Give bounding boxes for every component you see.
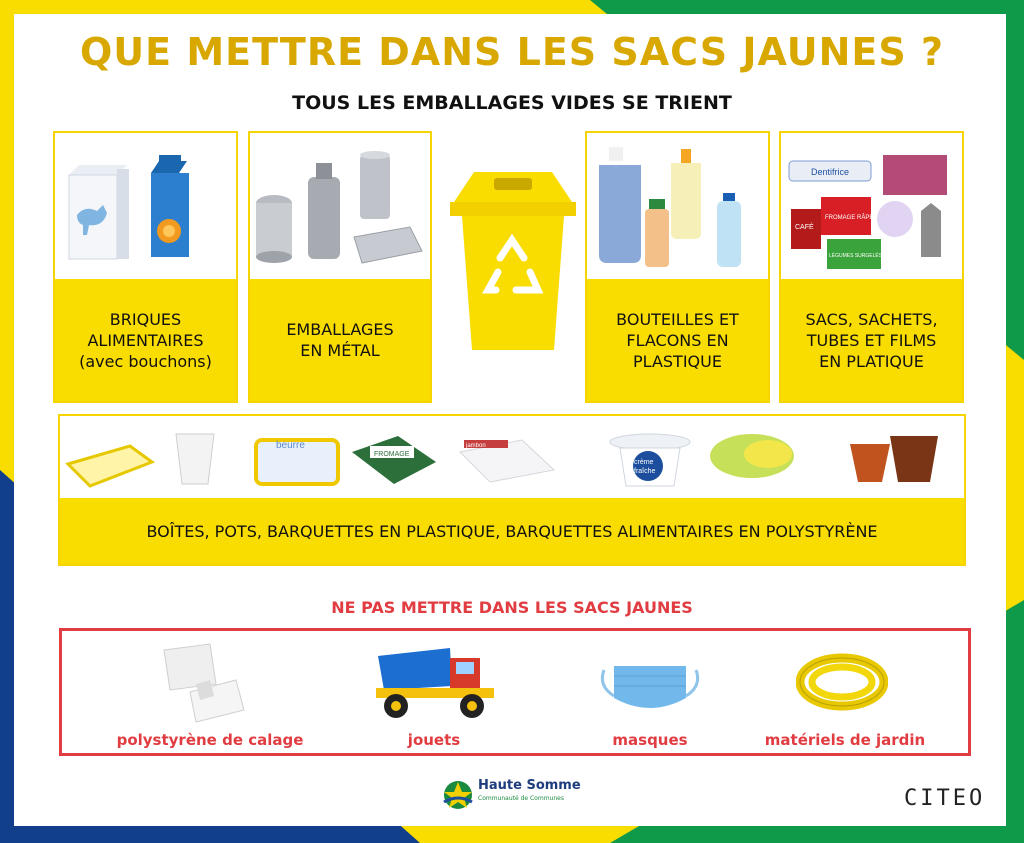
citeo-logo: CITEO xyxy=(904,786,986,811)
exclusion-item-masques: masques xyxy=(612,731,688,749)
haute-somme-logo xyxy=(440,776,590,812)
category-card-bouteilles xyxy=(585,131,770,403)
recycling-bin-icon xyxy=(450,168,576,352)
haute-somme-name: Haute Somme xyxy=(478,778,581,793)
category-card-sacs xyxy=(779,131,964,403)
category-label-bouteilles: BOUTEILLES ET FLACONS EN PLASTIQUE xyxy=(587,279,768,401)
tray-text: FROMAGE xyxy=(374,451,410,458)
fromage-rape-text: FROMAGE RÂPÉ xyxy=(825,215,874,221)
exclusion-item-jardin: matériels de jardin xyxy=(764,731,926,749)
page-subtitle: TOUS LES EMBALLAGES VIDES SE TRIENT xyxy=(292,92,732,114)
milk-carton-icon xyxy=(55,133,236,281)
haute-somme-sub: Communauté de Communes xyxy=(478,795,564,802)
metal-can-icon xyxy=(250,133,430,281)
plastic-bag-icon xyxy=(781,133,962,281)
category-label-metal: EMBALLAGES EN MÉTAL xyxy=(250,279,430,401)
category-card-briques xyxy=(53,131,238,403)
strip-label: BOÎTES, POTS, BARQUETTES EN PLASTIQUE, BARQUETTES ALIMENTAIRES EN POLYSTYRÈNE xyxy=(60,498,964,564)
cafe-text: CAFÉ xyxy=(795,224,814,231)
tub-text: beurre xyxy=(276,440,305,451)
toothpaste-text: Dentifrice xyxy=(811,167,850,177)
cup-text-line2: fraîche xyxy=(634,468,656,475)
haute-somme-emblem-icon xyxy=(440,778,476,812)
exclusion-item-jouets: jouets xyxy=(407,731,461,749)
toy-truck-icon xyxy=(374,646,498,722)
exclusion-item-polystyrene: polystyrène de calage xyxy=(116,731,304,749)
plastic-packaging-icons xyxy=(60,416,964,500)
face-mask-icon xyxy=(600,658,700,716)
page-title: QUE METTRE DANS LES SACS JAUNES ? xyxy=(79,30,944,74)
garden-hose-icon xyxy=(796,652,888,714)
polystyrene-block-icon xyxy=(156,640,256,724)
legumes-text: LÉGUMES SURGELÉS xyxy=(829,253,883,259)
strip-boites-pots xyxy=(58,414,966,566)
cup-text-line1: crème xyxy=(634,459,654,466)
exclusion-title: NE PAS METTRE DANS LES SACS JAUNES xyxy=(331,598,693,617)
film-text: jambon xyxy=(466,443,486,449)
category-card-metal xyxy=(248,131,432,403)
category-label-briques: BRIQUES ALIMENTAIRES (avec bouchons) xyxy=(55,279,236,401)
plastic-bottle-icon xyxy=(587,133,768,281)
category-label-sacs: SACS, SACHETS, TUBES ET FILMS EN PLATIQUE xyxy=(781,279,962,401)
